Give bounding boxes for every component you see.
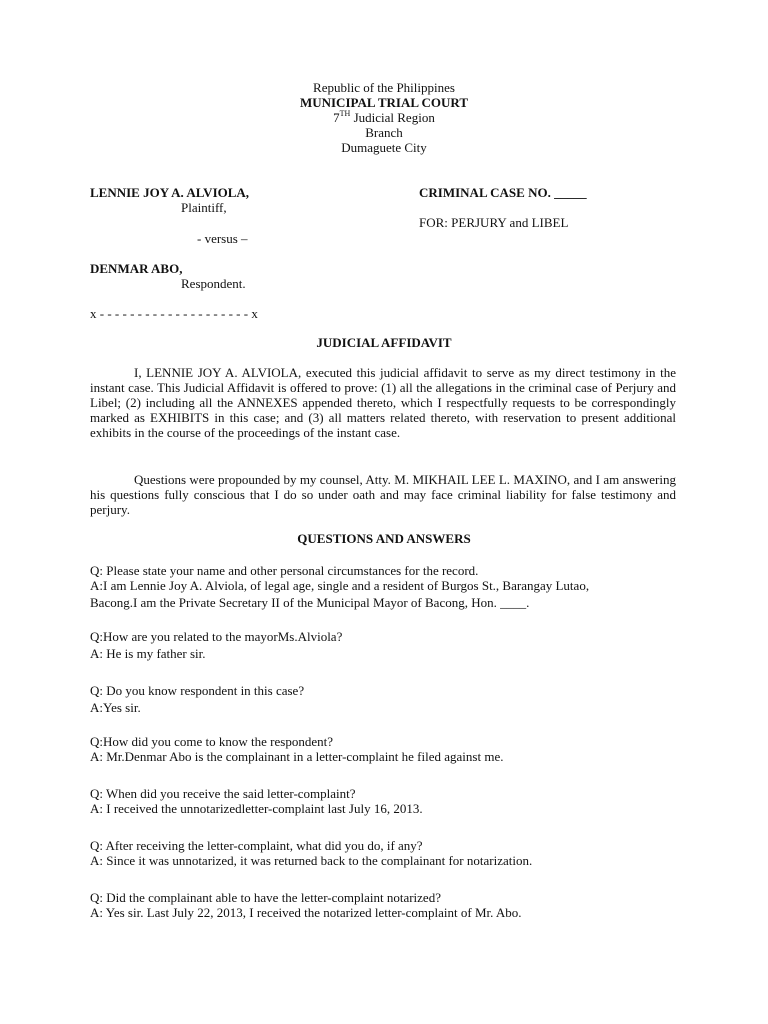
respondent-role: Respondent. [181, 276, 246, 291]
document-title: JUDICIAL AFFIDAVIT [316, 335, 452, 350]
court-name: MUNICIPAL TRIAL COURT [299, 95, 469, 110]
plaintiff-role: Plaintiff, [181, 200, 227, 215]
case-charge: FOR: PERJURY and LIBEL [419, 215, 569, 230]
qa-item [90, 629, 690, 661]
qa-item [90, 890, 690, 920]
answer: A: Yes sir. Last July 22, 2013, I received the notarized letter-complaint of Mr. Abo. [90, 905, 522, 920]
qa-item [90, 683, 690, 715]
judicial-region [0, 110, 768, 125]
answer: A: I received the unnotarizedletter-complaint last July 16, 2013. [90, 801, 423, 816]
counsel-paragraph: Questions were propounded by my counsel, Atty. M. MIKHAIL LEE L. MAXINO, and I am answering his questions fully conscious that I do so under oath and may face criminal liability for false testimony and perjury. [90, 472, 676, 517]
answer: A:I am Lennie Joy A. Alviola, of legal age, single and a resident of Burgos St., Barangay Lutao, [90, 578, 590, 593]
respondent-name: DENMAR ABO, [90, 261, 183, 276]
region-ordinal: 7 [333, 110, 340, 125]
qa-item [90, 838, 690, 868]
branch-line: Branch [365, 125, 403, 140]
question: Q:How did you come to know the respondent? [90, 734, 333, 749]
answer-continued: Bacong.I am the Private Secretary II of the Municipal Mayor of Bacong, Hon. ____. [90, 595, 530, 610]
question: Q:How are you related to the mayorMs.Alviola? [90, 629, 343, 644]
qa-item [90, 734, 690, 764]
region-suffix: TH [339, 108, 351, 118]
answer: A: He is my father sir. [90, 646, 206, 661]
qa-heading: QUESTIONS AND ANSWERS [297, 531, 471, 546]
intro-paragraph: I, LENNIE JOY A. ALVIOLA, executed this judicial affidavit to serve as my direct testimony in the instant case. This Judicial Affidavit is offered to prove: (1) all the allegations in the criminal case of Perjury and Libel; (2) including all the ANNEXES appended thereto, which I respectfully requests to be correspondingly marked as EXHIBITS in this case; and (3) all matters related thereto, with reservation to present additional exhibits in the course of the proceedings of the instant case. [90, 365, 676, 440]
question: Q: After receiving the letter-complaint, what did you do, if any? [90, 838, 423, 853]
republic-line: Republic of the Philippines [313, 80, 455, 95]
case-number: CRIMINAL CASE NO. _____ [419, 185, 587, 200]
plaintiff-name: LENNIE JOY A. ALVIOLA, [90, 185, 250, 200]
question: Q: Did the complainant able to have the letter-complaint notarized? [90, 890, 441, 905]
qa-item [90, 563, 690, 610]
question: Q: Please state your name and other personal circumstances for the record. [90, 563, 479, 578]
caption-separator: x - - - - - - - - - - - - - - - - - - - - x [90, 306, 258, 321]
versus-line: - versus – [197, 231, 248, 246]
city-line: Dumaguete City [341, 140, 427, 155]
question: Q: Do you know respondent in this case? [90, 683, 305, 698]
answer: A: Mr.Denmar Abo is the complainant in a letter-complaint he filed against me. [90, 749, 504, 764]
qa-item [90, 786, 690, 816]
answer: A: Since it was unnotarized, it was returned back to the complainant for notarization. [90, 853, 533, 868]
region-text: Judicial Region [350, 110, 435, 125]
question: Q: When did you receive the said letter-complaint? [90, 786, 356, 801]
answer: A:Yes sir. [90, 700, 141, 715]
